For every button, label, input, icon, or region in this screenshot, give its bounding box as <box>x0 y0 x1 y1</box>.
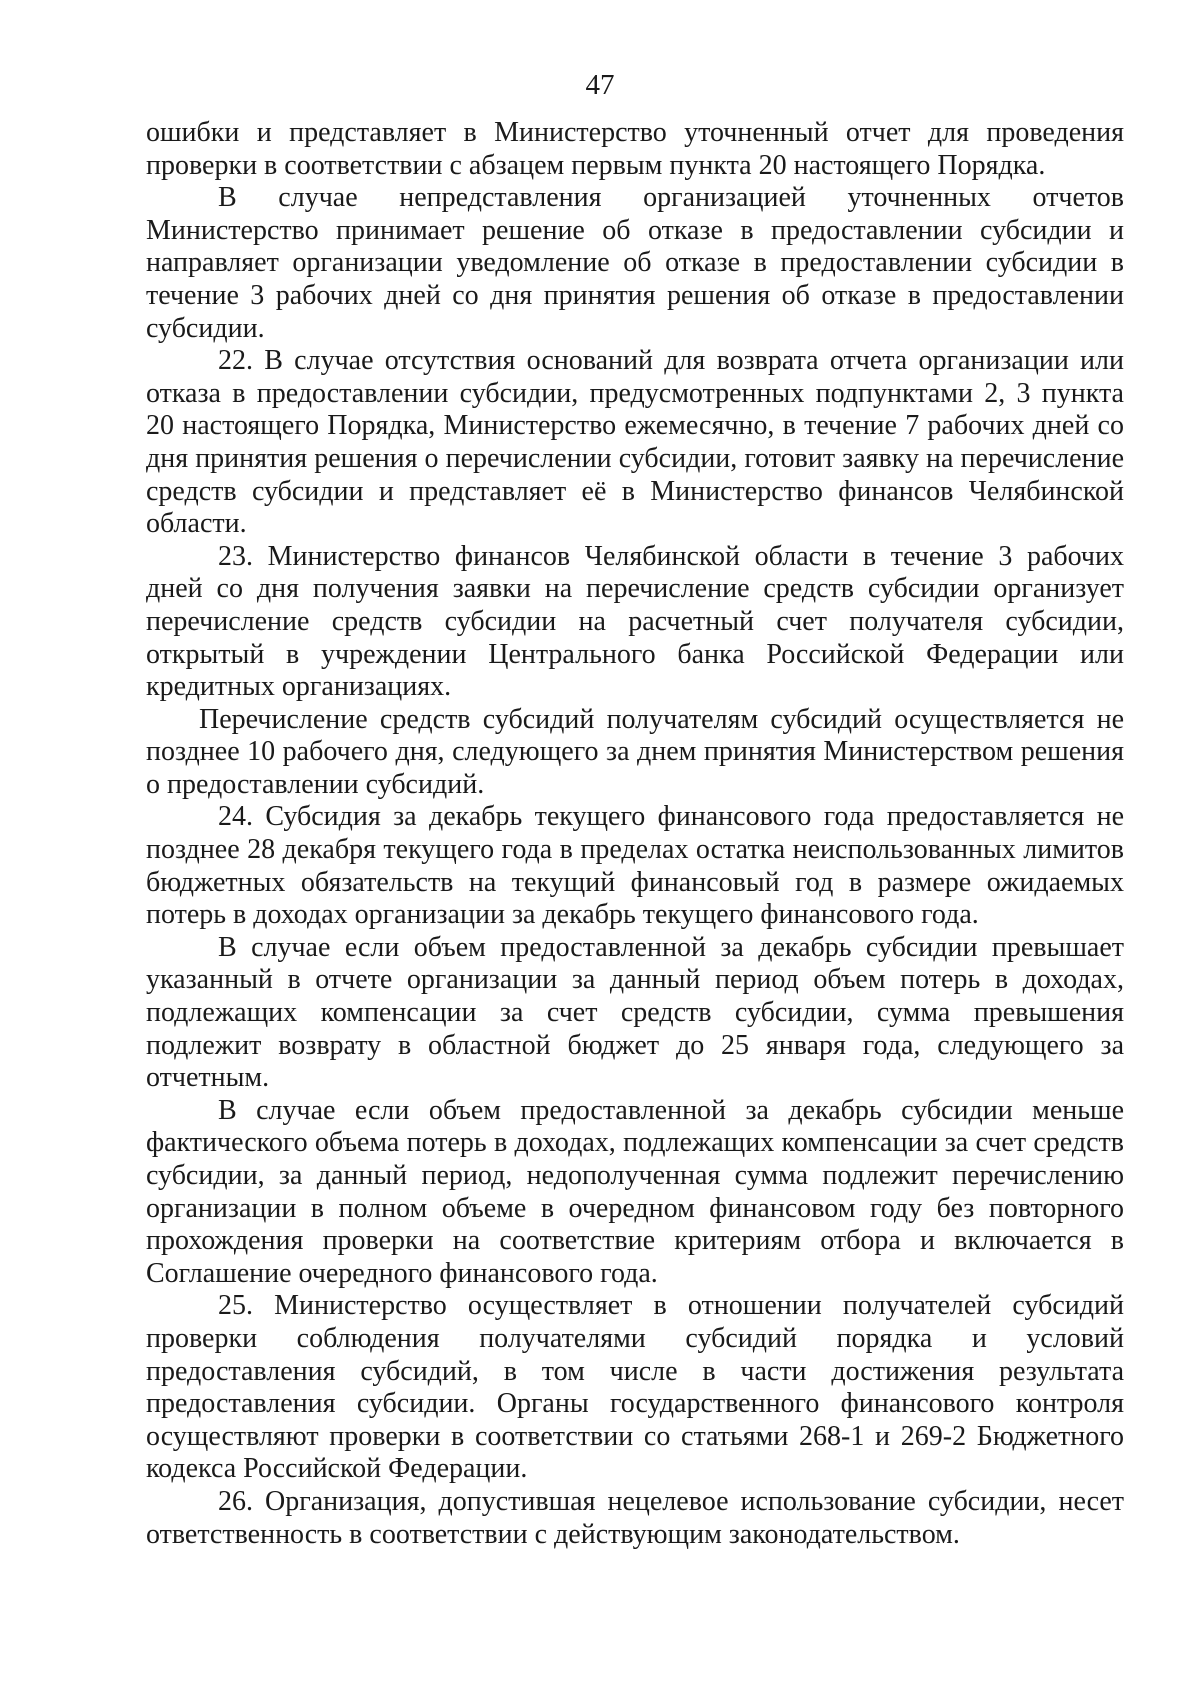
paragraph-continuation: ошибки и представляет в Министерство уточненный отчет для проведения проверки в соответствии с абзацем первым пункта 20 настоящего Порядка. <box>146 117 1124 181</box>
paragraph-item-22: 22. В случае отсутствия оснований для возврата отчета организации или отказа в предоставлении субсидии, предусмотренных подпунктами 2, 3 пункта 20 настоящего Порядка, Министерство ежемесячно, в течение 7 рабочих дней со дня принятия решения о перечислении субсидии, готовит заявку на перечисление средств субсидии и представляет её в Министерство финансов Челябинской области. <box>146 345 1124 540</box>
document-body <box>146 117 1124 1551</box>
paragraph-refusal-notice: В случае непредставления организацией уточненных отчетов Министерство принимает решение об отказе в предоставлении субсидии и направляет организации уведомление об отказе в предоставлении субсидии в течение 3 рабочих дней со дня принятия решения об отказе в предоставлении субсидии. <box>146 182 1124 344</box>
paragraph-item-26: 26. Организация, допустившая нецелевое использование субсидии, несет ответственность в соответствии с действующим законодательством. <box>146 1485 1124 1550</box>
paragraph-item-23: 23. Министерство финансов Челябинской области в течение 3 рабочих дней со дня получения заявки на перечисление средств субсидии организует перечисление средств субсидии на расчетный счет получателя субсидии, открытый в учреждении Центрального банка Российской Федерации или кредитных организациях. <box>146 540 1124 703</box>
paragraph-item-25: 25. Министерство осуществляет в отношении получателей субсидий проверки соблюдения получателями субсидий порядка и условий предоставления субсидий, в том числе в части достижения результата предоставления субсидии. Органы государственного финансового контроля осуществляют проверки в соответствии со статьями 268-1 и 269-2 Бюджетного кодекса Российской Федерации. <box>146 1290 1124 1485</box>
paragraph-transfer-deadline: Перечисление средств субсидий получателям субсидий осуществляется не позднее 10 рабочего дня, следующего за днем принятия Министерством решения о предоставлении субсидий. <box>146 703 1124 800</box>
paragraph-item-24: 24. Субсидия за декабрь текущего финансового года предоставляется не позднее 28 декабря текущего года в пределах остатка неиспользованных лимитов бюджетных обязательств на текущий финансовый год в размере ожидаемых потерь в доходах организации за декабрь текущего финансового года. <box>146 801 1124 931</box>
page-number: 47 <box>585 69 615 101</box>
paragraph-shortfall: В случае если объем предоставленной за декабрь субсидии меньше фактического объема потерь в доходах, подлежащих компенсации за счет средств субсидии, за данный период, недополученная сумма подлежит перечислению организации в полном объеме в очередном финансовом году без повторного прохождения проверки на соответствие критериям отбора и включается в Соглашение очередного финансового года. <box>146 1094 1124 1289</box>
paragraph-excess-return: В случае если объем предоставленной за декабрь субсидии превышает указанный в отчете организации за данный период объем потерь в доходах, подлежащих компенсации за счет средств субсидии, сумма превышения подлежит возврату в областной бюджет до 25 января года, следующего за отчетным. <box>146 931 1124 1094</box>
